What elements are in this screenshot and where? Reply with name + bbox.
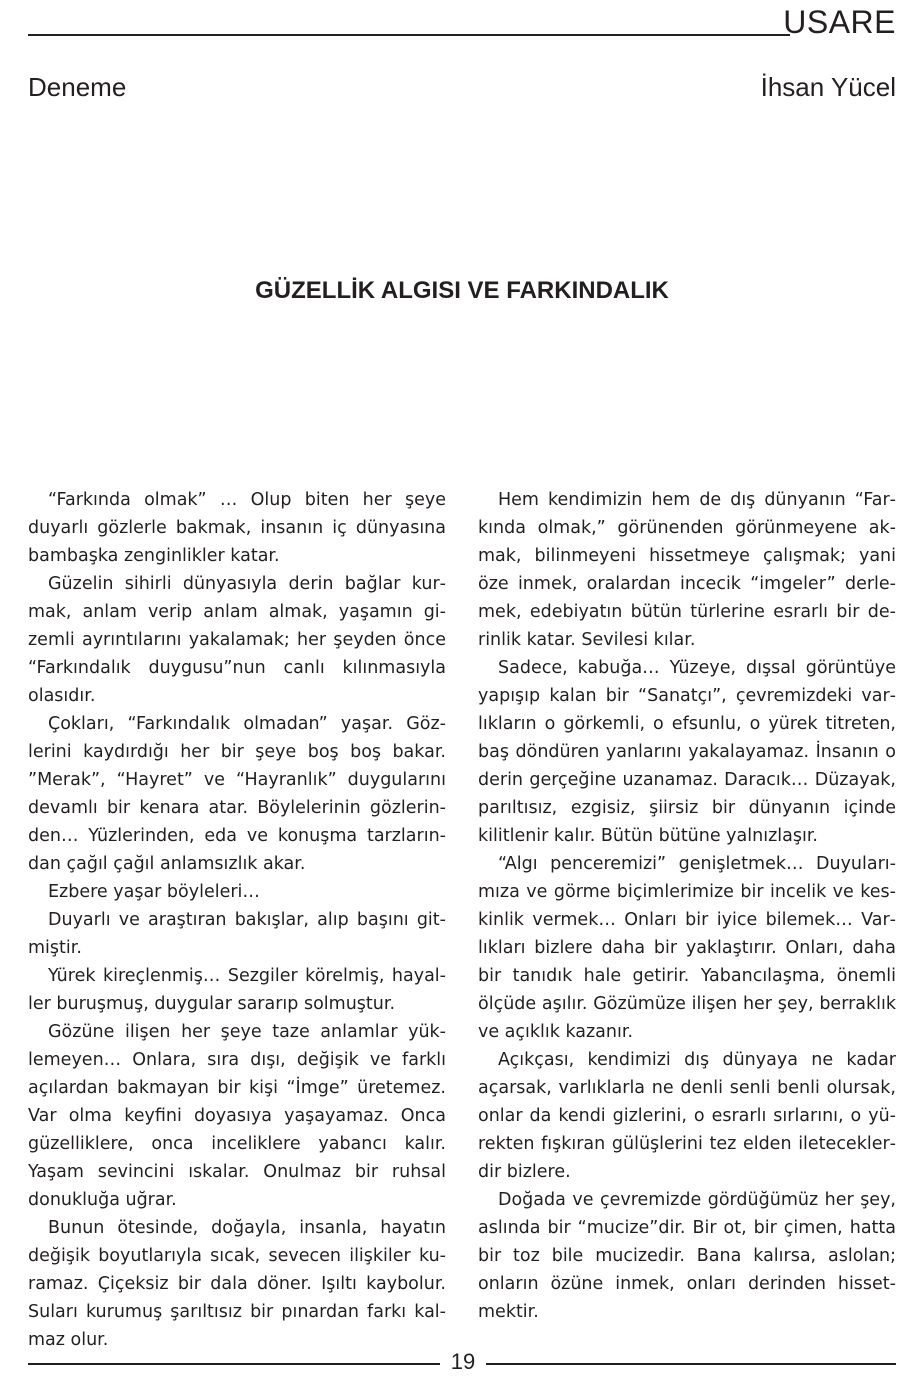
paragraph: Hem kendimizin hem de dış dünyanın “Farkında olmak,” görünenden görünmeyene akmak, bilinmeyeni hissetmeye çalışmak; yani öze inmek, oralardan incecik “imgeler” derlemek, edebiyatın bütün türlerine esrarlı bir derinlik katar. Sevilesi kılar.: [478, 490, 896, 650]
paragraph: Bunun ötesinde, doğayla, insanla, hayatın değişik boyutlarıyla sıcak, sevecen ilişkiler kuramaz. Çiçeksiz bir dala döner. Işıltı kaybolur. Suları kurumuş şarıltısız bir pınardan farkı kalmaz olur.: [28, 1218, 446, 1350]
paragraph: Açıkçası, kendimizi dış dünyaya ne kadar açarsak, varlıklarla ne denli senli benli olursak, onlar da kendi gizlerini, o esrarlı sırlarını, o yürekten fışkıran gülüşlerini tez elden ileteceklerdir bizlere.: [478, 1050, 896, 1182]
author-name: İhsan Yücel: [760, 72, 896, 102]
paragraph: Gözüne ilişen her şeye taze anlamlar yüklemeyen… Onlara, sıra dışı, değişik ve farklı açılardan bakmayan bir kişi “İmge” üretemez. Var olma keyfini doyasıya yaşayamaz. Onca güzelliklere, onca inceliklere yabancı kalır. Yaşam sevincini ıskalar. Onulmaz bir ruhsal donukluğa uğrar.: [28, 1022, 446, 1210]
right-column: [478, 486, 896, 1326]
paragraph: Yürek kireçlenmiş… Sezgiler körelmiş, hayaller buruşmuş, duygular sararıp solmuştur.: [28, 966, 446, 1014]
paragraph: Sadece, kabuğa… Yüzeye, dışsal görüntüye yapışıp kalan bir “Sanatçı”, çevremizdeki varlıkların o görkemli, o efsunlu, o yürek titreten, baş döndüren yanlarını yakalayamaz. İnsanın o derin gerçeğine uzanamaz. Daracık… Düzayak, parıltısız, ezgisiz, şiirsiz bir dünyanın içinde kilitlenir kalır. Bütün bütüne yalnızlaşır.: [478, 658, 896, 846]
footer-rule-right: [486, 1363, 896, 1365]
paragraph: Ezbere yaşar böyleleri…: [48, 882, 260, 902]
page-number: 19: [450, 1349, 476, 1374]
section-label: Deneme: [28, 72, 127, 102]
paragraph: Çokları, “Farkındalık olmadan” yaşar. Gözlerini kaydırdığı her bir şeye boş boş bakar. ”Merak”, “Hayret” ve “Hayranlık” duygularını devamlı bir kenara atar. Böylelerinin gözlerinden… Yüzlerinden, eda ve konuşma tarzlarından çağıl çağıl anlamsızlık akar.: [28, 714, 446, 874]
left-column: [28, 486, 446, 1354]
paragraph: “Farkında olmak” … Olup biten her şeye duyarlı gözlerle bakmak, insanın iç dünyasına bambaşka zenginlikler katar.: [28, 490, 446, 566]
paragraph: “Algı penceremizi” genişletmek… Duyularımıza ve görme biçimlerimize bir incelik ve keskinlik vermek… Onları bir iyice bilemek… Varlıkları bizlere daha bir yaklaştırır. Onları, daha bir tanıdık hale getirir. Yabancılaşma, önemli ölçüde aşılır. Gözümüze ilişen her şey, berraklık ve açıklık kazanır.: [478, 854, 896, 1042]
paragraph: Duyarlı ve araştıran bakışlar, alıp başını gitmiştir.: [28, 910, 446, 958]
header-rule: [28, 34, 790, 36]
magazine-brand: USARE: [783, 4, 896, 40]
article-title: GÜZELLİK ALGISI VE FARKINDALIK: [255, 277, 669, 304]
footer-rule-left: [28, 1363, 440, 1365]
paragraph: Doğada ve çevremizde gördüğümüz her şey, aslında bir “mucize”dir. Bir ot, bir çimen, hatta bir toz bile mucizedir. Bana kalırsa, aslolan; onların özüne inmek, onları derinden hissetmektir.: [478, 1190, 896, 1322]
paragraph: Güzelin sihirli dünyasıyla derin bağlar kurmak, anlam verip anlam almak, yaşamın gizemli ayrıntılarını yakalamak; her şeyden önce “Farkındalık duygusu”nun canlı kılınmasıyla olasıdır.: [28, 574, 446, 706]
